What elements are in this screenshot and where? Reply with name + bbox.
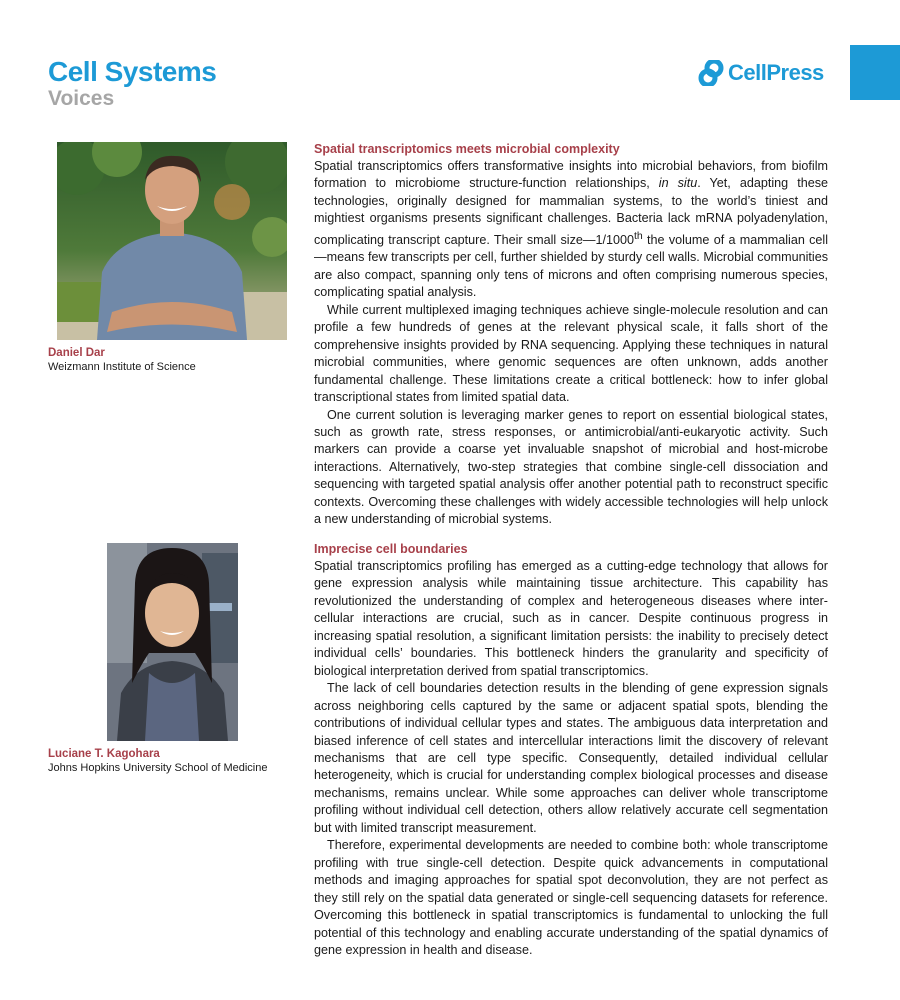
paragraph: Therefore, experimental developments are needed to combine both: whole transcriptome profiling with true single-cell detection. Despite quick advancements in computational methods and imaging approaches for spatial spot deconvolution, they are not perfect as they still rely on the spatial data generated or single-cell sequencing datasets for reference. Overcoming this bottleneck in spatial transcriptomics is fundamental to unlocking the full potential of this technology and enabling accurate understanding of the spatial dynamics of gene expression in health and disease.: [314, 838, 828, 957]
paragraph: The lack of cell boundaries detection results in the blending of gene expression signals across neighboring cells captured by the same or adjacent spatial spots, blending the contributions of individual cellular types and states. The ambiguous data interpretation and biased inference of cell states and intercellular interactions limit the discovery of relevant mechanisms that are cell type specific. Consequently, detailed individual cellular heterogeneity, which is crucial for understanding complex biological processes and disease mechanisms, remains unclear. While some approaches can deliver whole transcriptome profiling without individual cell detection, others allow relatively accurate cell segmentation but with limited transcript measurement.: [314, 681, 828, 835]
corner-tab: [850, 45, 900, 100]
paragraph: One current solution is leveraging marker genes to report on essential biological states, such as growth rate, stress responses, or antimicrobial/anti-eukaryotic activity. Such markers can provide a coarse yet invaluable snapshot of microbial and host-microbe interactions. Alternatively, two-step strategies that combine single-cell dissociation and sequencing with targeted spatial analysis offer another potential path to reconstruct specific contexts. Overcoming these challenges with widely accessible technologies will help unlock a new understanding of microbial systems.: [314, 407, 828, 527]
essay-section-kagohara: [314, 541, 828, 959]
journal-title: Cell Systems: [48, 56, 217, 87]
paragraph: Spatial transcriptomics offers transformative insights into microbial behaviors, from biofilm formation to microbiome structure-function relationships, in situ. Yet, adapting these technologies, originally designed for mammalian systems, to the world’s tiniest and mightiest organisms presents significant challenges. Bacteria lack mRNA polyadenylation, complicating transcript capture. Their small size—1/1000th the volume of a mammalian cell—means few transcripts per cell, further shielded by sturdy cell walls. Microbial communities are also compact, spanning only tens of microns and often comprising numerous species, complicating spatial analysis.: [314, 159, 828, 300]
section-heading: Spatial transcriptomics meets microbial complexity: [314, 142, 620, 156]
essay-section-dar: [314, 141, 828, 529]
author-name: Luciane T. Kagohara: [48, 748, 160, 760]
journal-section-label: Voices: [48, 87, 115, 110]
portrait-image: [107, 543, 238, 741]
author-name: Daniel Dar: [48, 347, 105, 359]
author-affiliation: Johns Hopkins University School of Medicine: [48, 762, 268, 774]
author-photo-luciane-kagohara: [107, 543, 238, 741]
cellpress-icon: [698, 60, 724, 86]
author-photo-daniel-dar: [57, 142, 287, 340]
publisher-logo: [698, 58, 824, 88]
section-heading: Imprecise cell boundaries: [314, 542, 468, 556]
portrait-image: [57, 142, 287, 340]
publisher-name: CellPress: [728, 60, 824, 85]
paragraph: While current multiplexed imaging techniques achieve single-molecule resolution and can profile a few hundreds of genes at the relevant physical scale, it falls short of the comprehensive insights provided by RNA sequencing. Applying these techniques in natural microbial communities, where genomic sequences are often unknown, adds another fundamental challenge. These limitations create a critical bottleneck: how to infer global transcriptional states from limited spatial data.: [314, 302, 828, 405]
paragraph: Spatial transcriptomics profiling has emerged as a cutting-edge technology that allows for gene expression analysis while maintaining tissue architecture. This capability has revolutionized the understanding of complex and heterogeneous diseases where intercellular interactions are crucial, such as in cancer. Despite continuous progress in increasing spatial resolution, a significant limitation persists: the inability to precisely detect individual cells’ boundaries. This bottleneck hinders the granularity and specificity of biological interpretation derived from spatial transcriptomics.: [314, 559, 828, 678]
author-affiliation: Weizmann Institute of Science: [48, 361, 196, 373]
